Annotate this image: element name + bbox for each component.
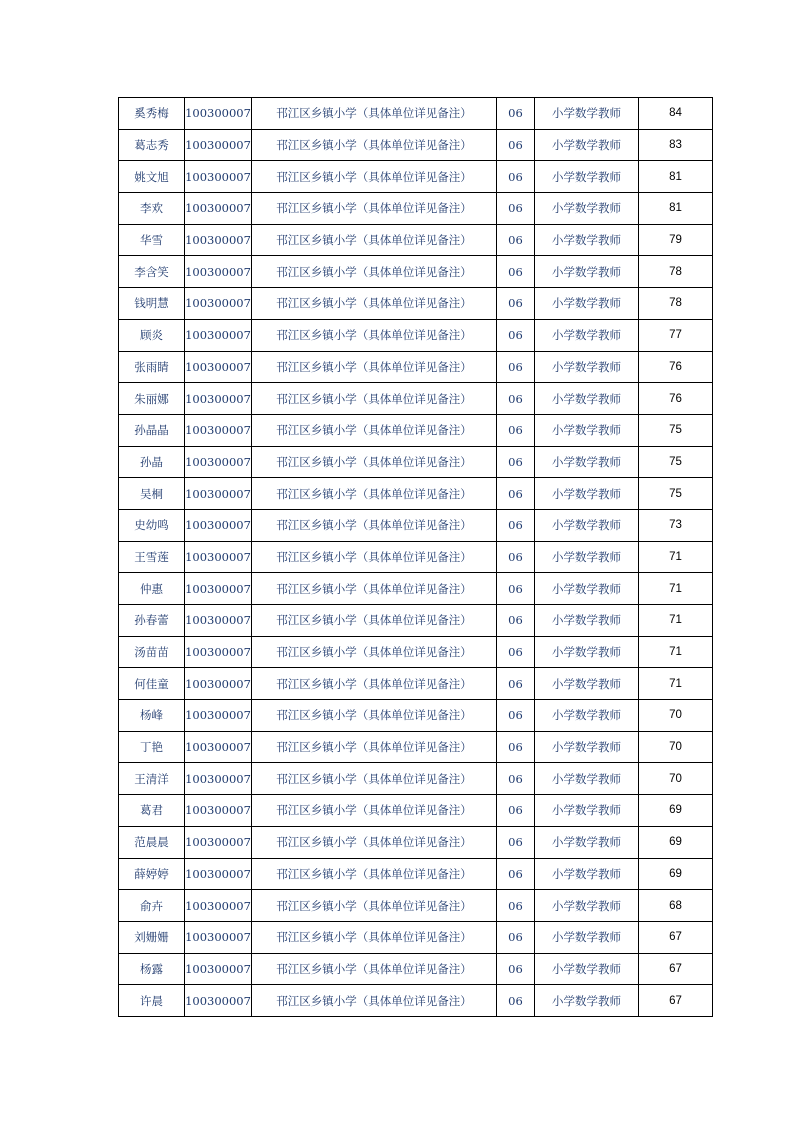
score-cell: 70 [639,763,713,795]
table-row [119,541,713,573]
table-row [119,605,713,637]
score-cell: 71 [639,573,713,605]
position-number-cell: 06 [497,319,535,351]
position-number-cell: 06 [497,826,535,858]
candidate-name-cell: 汤苗苗 [119,636,185,668]
position-number-cell: 06 [497,509,535,541]
job-title-cell: 小学数学教师 [535,573,639,605]
job-title-cell: 小学数学教师 [535,700,639,732]
job-title-cell: 小学数学教师 [535,224,639,256]
score-cell: 67 [639,921,713,953]
position-number-cell: 06 [497,985,535,1017]
exam-code-cell: 100300007 [185,319,252,351]
score-cell: 75 [639,478,713,510]
table-row [119,224,713,256]
table-row [119,446,713,478]
table-row [119,478,713,510]
employer-unit-cell: 邗江区乡镇小学（具体单位详见备注） [252,763,497,795]
score-cell: 68 [639,890,713,922]
score-cell: 71 [639,605,713,637]
employer-unit-cell: 邗江区乡镇小学（具体单位详见备注） [252,319,497,351]
exam-code-cell: 100300007 [185,700,252,732]
score-cell: 83 [639,129,713,161]
score-cell: 67 [639,985,713,1017]
job-title-cell: 小学数学教师 [535,795,639,827]
table-row [119,129,713,161]
position-number-cell: 06 [497,446,535,478]
exam-code-cell: 100300007 [185,890,252,922]
job-title-cell: 小学数学教师 [535,98,639,130]
score-cell: 69 [639,826,713,858]
position-number-cell: 06 [497,795,535,827]
exam-code-cell: 100300007 [185,826,252,858]
exam-code-cell: 100300007 [185,795,252,827]
candidate-name-cell: 张雨睛 [119,351,185,383]
position-number-cell: 06 [497,256,535,288]
job-title-cell: 小学数学教师 [535,636,639,668]
exam-code-cell: 100300007 [185,256,252,288]
employer-unit-cell: 邗江区乡镇小学（具体单位详见备注） [252,890,497,922]
employer-unit-cell: 邗江区乡镇小学（具体单位详见备注） [252,129,497,161]
table-row [119,700,713,732]
job-title-cell: 小学数学教师 [535,826,639,858]
position-number-cell: 06 [497,953,535,985]
score-cell: 71 [639,668,713,700]
table-row [119,826,713,858]
candidate-name-cell: 王清洋 [119,763,185,795]
candidate-name-cell: 杨露 [119,953,185,985]
job-title-cell: 小学数学教师 [535,890,639,922]
table-row [119,763,713,795]
job-title-cell: 小学数学教师 [535,161,639,193]
candidate-name-cell: 吴桐 [119,478,185,510]
candidate-name-cell: 俞卉 [119,890,185,922]
candidate-name-cell: 华雪 [119,224,185,256]
table-row [119,256,713,288]
table-row [119,795,713,827]
position-number-cell: 06 [497,224,535,256]
table-body [119,98,713,1017]
table-row [119,858,713,890]
candidate-name-cell: 顾炎 [119,319,185,351]
candidate-name-cell: 李含笑 [119,256,185,288]
score-cell: 70 [639,700,713,732]
score-cell: 84 [639,98,713,130]
exam-code-cell: 100300007 [185,161,252,193]
employer-unit-cell: 邗江区乡镇小学（具体单位详见备注） [252,256,497,288]
candidate-name-cell: 杨峰 [119,700,185,732]
employer-unit-cell: 邗江区乡镇小学（具体单位详见备注） [252,383,497,415]
job-title-cell: 小学数学教师 [535,383,639,415]
position-number-cell: 06 [497,668,535,700]
score-cell: 78 [639,256,713,288]
job-title-cell: 小学数学教师 [535,478,639,510]
job-title-cell: 小学数学教师 [535,319,639,351]
job-title-cell: 小学数学教师 [535,414,639,446]
employer-unit-cell: 邗江区乡镇小学（具体单位详见备注） [252,98,497,130]
candidate-name-cell: 李欢 [119,193,185,225]
exam-code-cell: 100300007 [185,731,252,763]
table-row [119,921,713,953]
table-row [119,414,713,446]
employer-unit-cell: 邗江区乡镇小学（具体单位详见备注） [252,193,497,225]
candidate-name-cell: 孙晶 [119,446,185,478]
position-number-cell: 06 [497,383,535,415]
employer-unit-cell: 邗江区乡镇小学（具体单位详见备注） [252,288,497,320]
employer-unit-cell: 邗江区乡镇小学（具体单位详见备注） [252,224,497,256]
job-title-cell: 小学数学教师 [535,446,639,478]
table-row [119,161,713,193]
job-title-cell: 小学数学教师 [535,509,639,541]
exam-code-cell: 100300007 [185,478,252,510]
candidate-name-cell: 钱明慧 [119,288,185,320]
table-row [119,668,713,700]
score-cell: 71 [639,541,713,573]
job-title-cell: 小学数学教师 [535,351,639,383]
employer-unit-cell: 邗江区乡镇小学（具体单位详见备注） [252,509,497,541]
position-number-cell: 06 [497,700,535,732]
position-number-cell: 06 [497,414,535,446]
score-cell: 81 [639,161,713,193]
employer-unit-cell: 邗江区乡镇小学（具体单位详见备注） [252,953,497,985]
exam-code-cell: 100300007 [185,351,252,383]
candidate-name-cell: 范晨晨 [119,826,185,858]
position-number-cell: 06 [497,161,535,193]
exam-code-cell: 100300007 [185,129,252,161]
candidate-name-cell: 葛君 [119,795,185,827]
score-table [118,97,713,1017]
exam-code-cell: 100300007 [185,858,252,890]
position-number-cell: 06 [497,573,535,605]
table-row [119,953,713,985]
employer-unit-cell: 邗江区乡镇小学（具体单位详见备注） [252,668,497,700]
table-row [119,383,713,415]
job-title-cell: 小学数学教师 [535,256,639,288]
exam-code-cell: 100300007 [185,605,252,637]
position-number-cell: 06 [497,605,535,637]
exam-code-cell: 100300007 [185,636,252,668]
position-number-cell: 06 [497,98,535,130]
exam-code-cell: 100300007 [185,98,252,130]
score-cell: 78 [639,288,713,320]
position-number-cell: 06 [497,921,535,953]
job-title-cell: 小学数学教师 [535,953,639,985]
employer-unit-cell: 邗江区乡镇小学（具体单位详见备注） [252,858,497,890]
candidate-name-cell: 孙晶晶 [119,414,185,446]
score-cell: 76 [639,383,713,415]
table-row [119,731,713,763]
exam-code-cell: 100300007 [185,541,252,573]
candidate-name-cell: 奚秀梅 [119,98,185,130]
candidate-name-cell: 王雪莲 [119,541,185,573]
candidate-name-cell: 薛婷婷 [119,858,185,890]
employer-unit-cell: 邗江区乡镇小学（具体单位详见备注） [252,826,497,858]
employer-unit-cell: 邗江区乡镇小学（具体单位详见备注） [252,573,497,605]
candidate-name-cell: 葛志秀 [119,129,185,161]
job-title-cell: 小学数学教师 [535,541,639,573]
exam-code-cell: 100300007 [185,668,252,700]
position-number-cell: 06 [497,541,535,573]
candidate-name-cell: 丁艳 [119,731,185,763]
exam-code-cell: 100300007 [185,509,252,541]
position-number-cell: 06 [497,193,535,225]
employer-unit-cell: 邗江区乡镇小学（具体单位详见备注） [252,541,497,573]
table-row [119,573,713,605]
exam-code-cell: 100300007 [185,224,252,256]
position-number-cell: 06 [497,858,535,890]
table-row [119,319,713,351]
job-title-cell: 小学数学教师 [535,129,639,161]
exam-code-cell: 100300007 [185,383,252,415]
employer-unit-cell: 邗江区乡镇小学（具体单位详见备注） [252,351,497,383]
job-title-cell: 小学数学教师 [535,731,639,763]
score-cell: 73 [639,509,713,541]
employer-unit-cell: 邗江区乡镇小学（具体单位详见备注） [252,605,497,637]
score-cell: 77 [639,319,713,351]
exam-code-cell: 100300007 [185,985,252,1017]
position-number-cell: 06 [497,288,535,320]
job-title-cell: 小学数学教师 [535,858,639,890]
score-cell: 67 [639,953,713,985]
employer-unit-cell: 邗江区乡镇小学（具体单位详见备注） [252,985,497,1017]
exam-code-cell: 100300007 [185,446,252,478]
job-title-cell: 小学数学教师 [535,668,639,700]
exam-code-cell: 100300007 [185,414,252,446]
position-number-cell: 06 [497,129,535,161]
employer-unit-cell: 邗江区乡镇小学（具体单位详见备注） [252,478,497,510]
score-cell: 76 [639,351,713,383]
score-cell: 71 [639,636,713,668]
employer-unit-cell: 邗江区乡镇小学（具体单位详见备注） [252,446,497,478]
candidate-name-cell: 何佳童 [119,668,185,700]
candidate-name-cell: 仲惠 [119,573,185,605]
position-number-cell: 06 [497,731,535,763]
job-title-cell: 小学数学教师 [535,193,639,225]
score-cell: 75 [639,414,713,446]
candidate-name-cell: 许晨 [119,985,185,1017]
position-number-cell: 06 [497,478,535,510]
employer-unit-cell: 邗江区乡镇小学（具体单位详见备注） [252,921,497,953]
employer-unit-cell: 邗江区乡镇小学（具体单位详见备注） [252,731,497,763]
position-number-cell: 06 [497,636,535,668]
score-cell: 69 [639,858,713,890]
position-number-cell: 06 [497,890,535,922]
employer-unit-cell: 邗江区乡镇小学（具体单位详见备注） [252,161,497,193]
position-number-cell: 06 [497,351,535,383]
table-row [119,890,713,922]
table-row [119,636,713,668]
score-cell: 69 [639,795,713,827]
score-cell: 75 [639,446,713,478]
exam-code-cell: 100300007 [185,193,252,225]
score-cell: 70 [639,731,713,763]
candidate-name-cell: 朱丽娜 [119,383,185,415]
table-row [119,98,713,130]
candidate-name-cell: 刘姗姗 [119,921,185,953]
exam-code-cell: 100300007 [185,953,252,985]
table-row [119,193,713,225]
job-title-cell: 小学数学教师 [535,921,639,953]
job-title-cell: 小学数学教师 [535,985,639,1017]
score-cell: 81 [639,193,713,225]
employer-unit-cell: 邗江区乡镇小学（具体单位详见备注） [252,636,497,668]
table-row [119,509,713,541]
candidate-name-cell: 史幼鸣 [119,509,185,541]
job-title-cell: 小学数学教师 [535,605,639,637]
table-row [119,985,713,1017]
exam-code-cell: 100300007 [185,763,252,795]
employer-unit-cell: 邗江区乡镇小学（具体单位详见备注） [252,700,497,732]
table-row [119,351,713,383]
score-cell: 79 [639,224,713,256]
exam-code-cell: 100300007 [185,573,252,605]
candidate-name-cell: 孙春蕾 [119,605,185,637]
exam-code-cell: 100300007 [185,921,252,953]
candidate-name-cell: 姚文旭 [119,161,185,193]
table-row [119,288,713,320]
employer-unit-cell: 邗江区乡镇小学（具体单位详见备注） [252,795,497,827]
job-title-cell: 小学数学教师 [535,763,639,795]
employer-unit-cell: 邗江区乡镇小学（具体单位详见备注） [252,414,497,446]
job-title-cell: 小学数学教师 [535,288,639,320]
exam-code-cell: 100300007 [185,288,252,320]
position-number-cell: 06 [497,763,535,795]
